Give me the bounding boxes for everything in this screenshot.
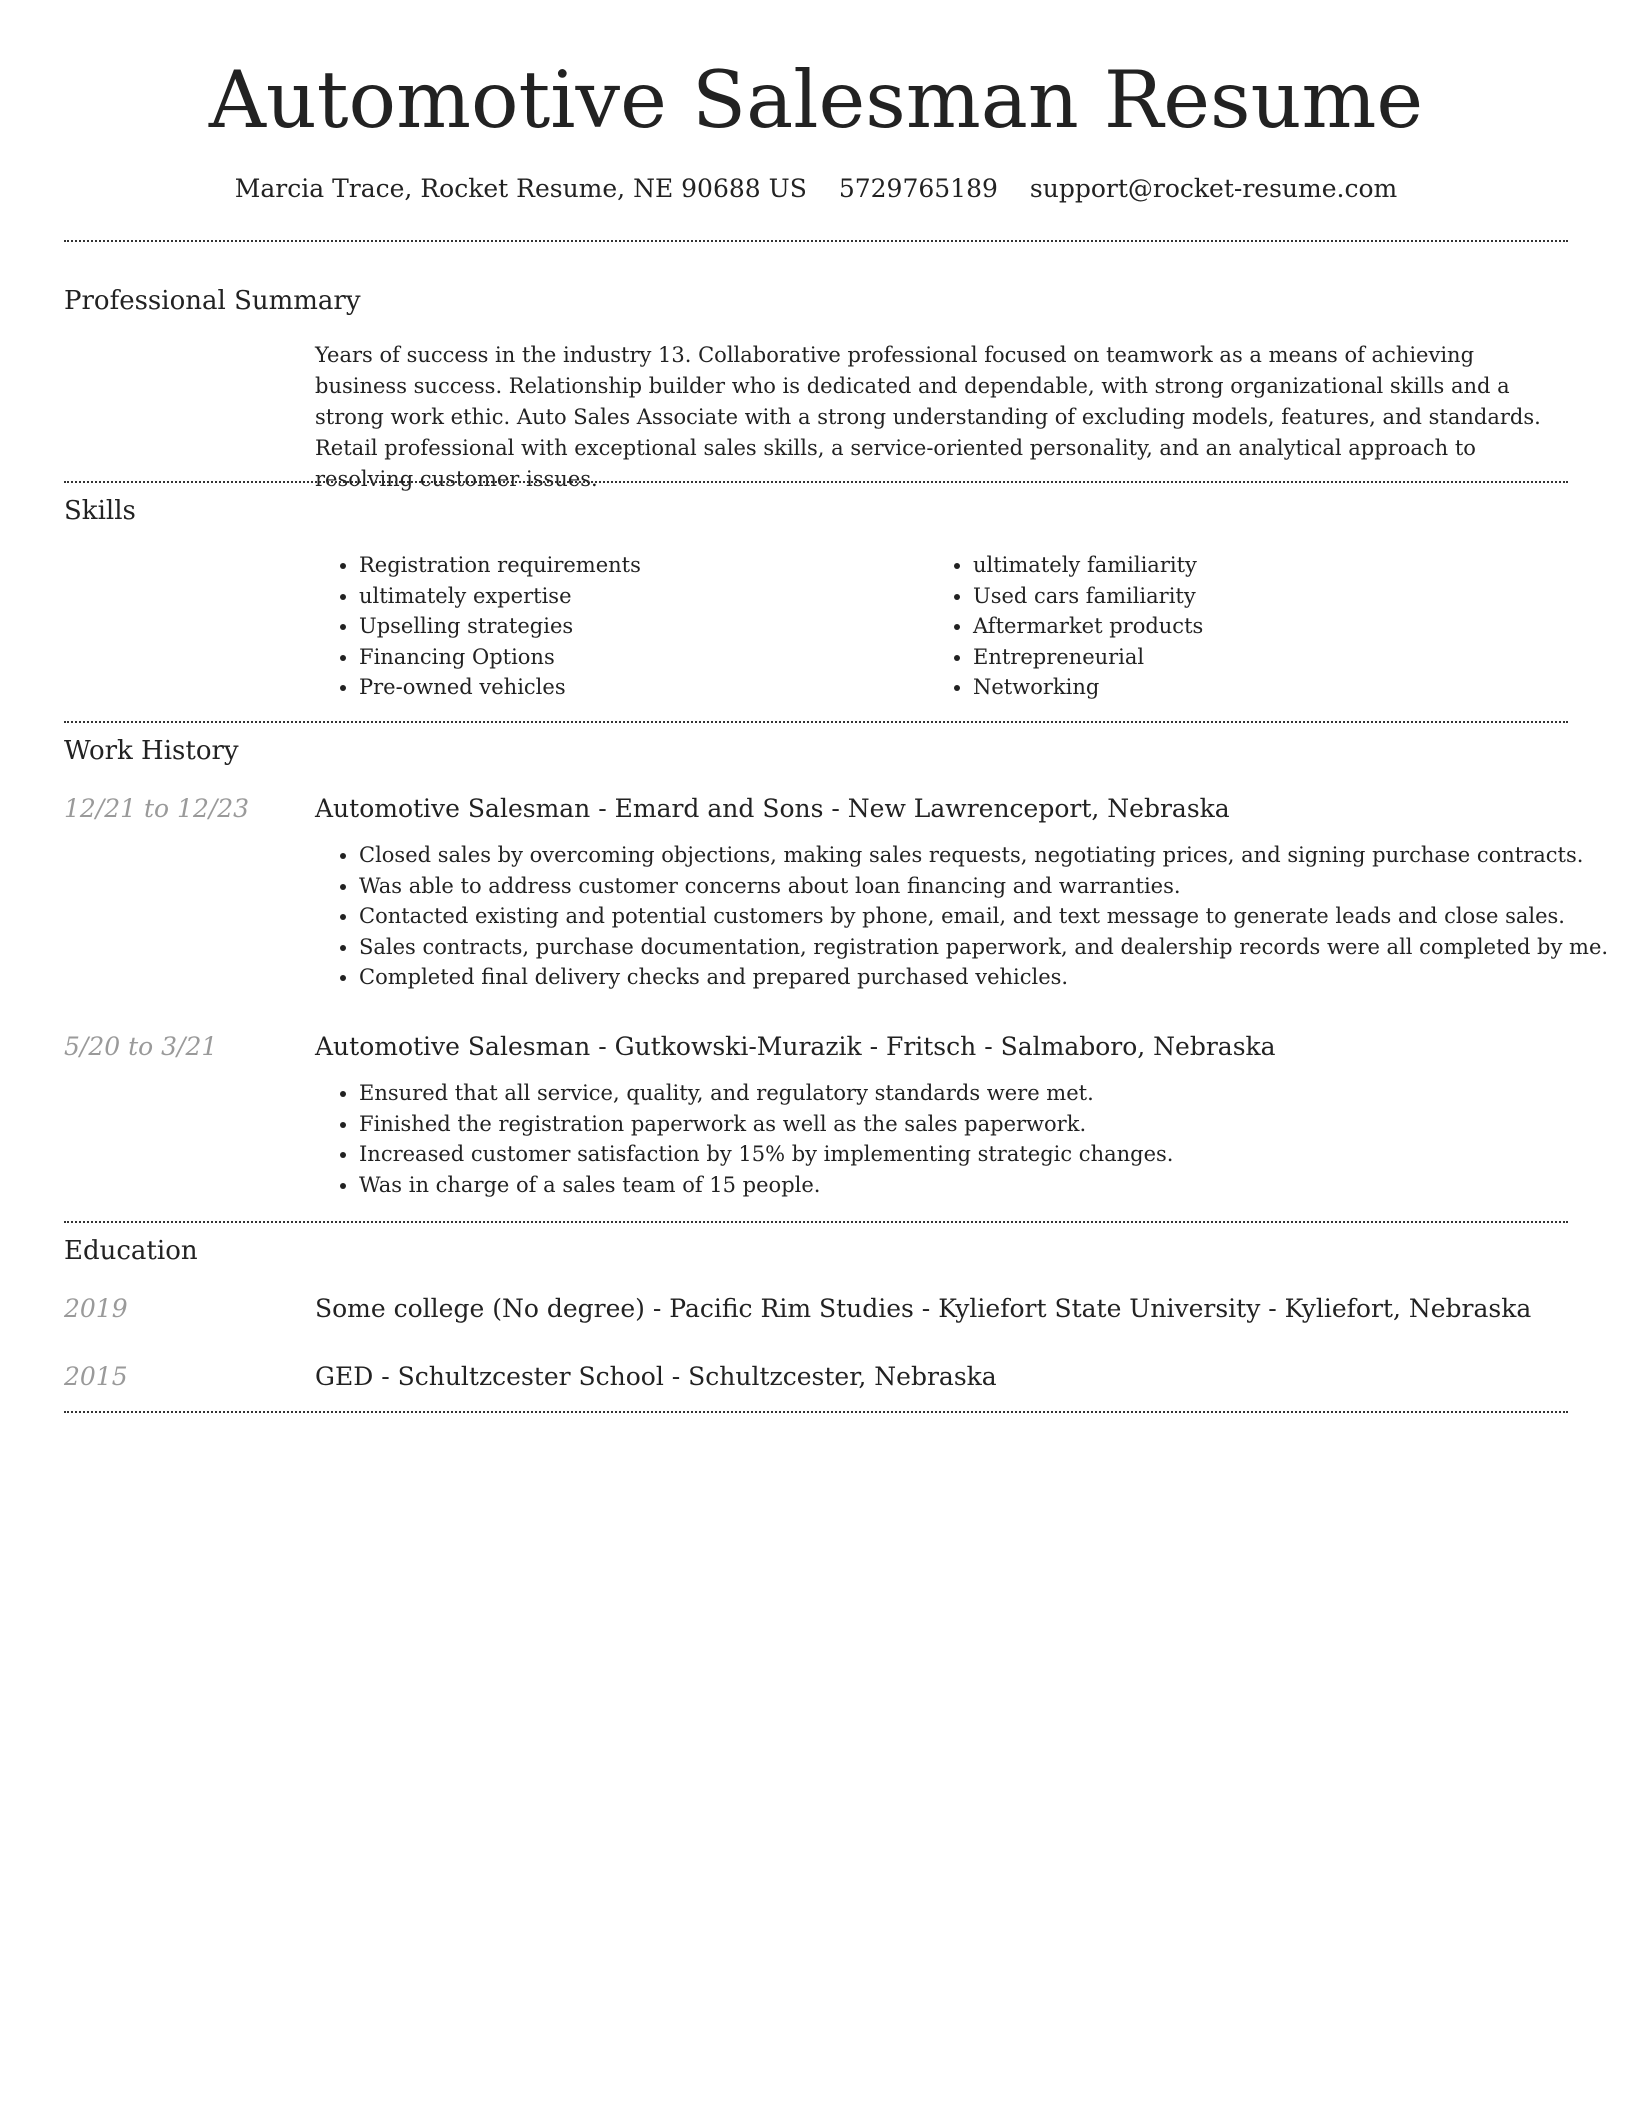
skill-item: • Financing Options (359, 642, 915, 673)
job-entry (315, 1030, 1568, 1200)
job-heading (315, 792, 1568, 826)
skills-column-left (315, 550, 915, 703)
job-bullet: • Completed final delivery checks and prepared purchased vehicles. (359, 962, 1568, 993)
resume-title: Automotive Salesman Resume (208, 54, 1424, 146)
summary-block (315, 340, 1568, 495)
skill-item: • Registration requirements (359, 550, 915, 581)
job-bullets (315, 840, 1609, 993)
job-dates: 12/21 to 12/23 (64, 794, 250, 823)
skill-item: • ultimately expertise (359, 581, 915, 612)
education-entry (315, 1292, 1568, 1326)
job-bullet: • Was in charge of a sales team of 15 people. (359, 1170, 1568, 1201)
job-bullet: • Contacted existing and potential customers by phone, email, and text message to generate leads and close sales. (359, 901, 1568, 932)
skills-column-right (929, 550, 1529, 703)
summary-text: Years of success in the industry 13. Collaborative professional focused on teamwork as a means of achieving business success. Relationship builder who is dedicated and dependable, with strong organizational skills and a strong work ethic. Auto Sales Associate with a strong understanding of excluding models, features, and standards. Retail professional with exceptional sales skills, a service-oriented personality, and an analytical approach to resolving customer issues. (315, 343, 1541, 491)
education-year: 2015 (64, 1362, 128, 1391)
job-bullet: • Closed sales by overcoming objections, making sales requests, negotiating prices, and signing purchase contracts. (359, 840, 1568, 871)
education-entry (315, 1360, 1568, 1394)
skills-block (315, 550, 1568, 710)
section-heading-work: Work History (64, 736, 239, 766)
job-dates: 5/20 to 3/21 (64, 1032, 218, 1061)
section-heading-summary: Professional Summary (64, 286, 361, 316)
divider (64, 240, 1568, 242)
divider (64, 481, 1568, 483)
divider (64, 1221, 1568, 1223)
skill-item: • Entrepreneurial (973, 642, 1529, 673)
skill-item: • Pre-owned vehicles (359, 672, 915, 703)
job-bullet: • Finished the registration paperwork as well as the sales paperwork. (359, 1109, 1568, 1140)
skill-item: • Networking (973, 672, 1529, 703)
job-bullet: • Sales contracts, purchase documentation, registration paperwork, and dealership records were all completed by me. (359, 932, 1568, 963)
job-heading (315, 1030, 1568, 1064)
education-text: GED - Schultzcester School - Schultzcester, Nebraska (315, 1362, 997, 1391)
job-bullets (315, 1078, 1568, 1200)
job-details: - Emard and Sons - New Lawrenceport, Nebraska (590, 794, 1230, 823)
contact-address: Marcia Trace, Rocket Resume, NE 90688 US (234, 174, 807, 203)
job-title: Automotive Salesman (315, 794, 591, 823)
skill-item: • ultimately familiarity (973, 550, 1529, 581)
job-entry (315, 792, 1609, 993)
section-heading-education: Education (64, 1236, 198, 1266)
divider (64, 1411, 1568, 1413)
contact-phone[interactable]: 5729765189 (838, 174, 998, 203)
job-details: - Gutkowski-Murazik - Fritsch - Salmaboro, Nebraska (590, 1032, 1276, 1061)
section-heading-skills: Skills (64, 496, 136, 526)
contact-line (64, 172, 1568, 206)
skill-item: • Upselling strategies (359, 611, 915, 642)
skill-item: • Used cars familiarity (973, 581, 1529, 612)
job-bullet: • Increased customer satisfaction by 15% by implementing strategic changes. (359, 1139, 1568, 1170)
skill-item: • Aftermarket products (973, 611, 1529, 642)
education-text: Some college (No degree) - Pacific Rim Studies - Kyliefort State University - Kyliefort, Nebraska (315, 1294, 1532, 1323)
education-year: 2019 (64, 1294, 128, 1323)
contact-email[interactable]: support@rocket-resume.com (1029, 174, 1398, 203)
divider (64, 721, 1568, 723)
job-bullet: • Was able to address customer concerns about loan financing and warranties. (359, 871, 1568, 902)
job-title: Automotive Salesman (315, 1032, 591, 1061)
job-bullet: • Ensured that all service, quality, and regulatory standards were met. (359, 1078, 1568, 1109)
